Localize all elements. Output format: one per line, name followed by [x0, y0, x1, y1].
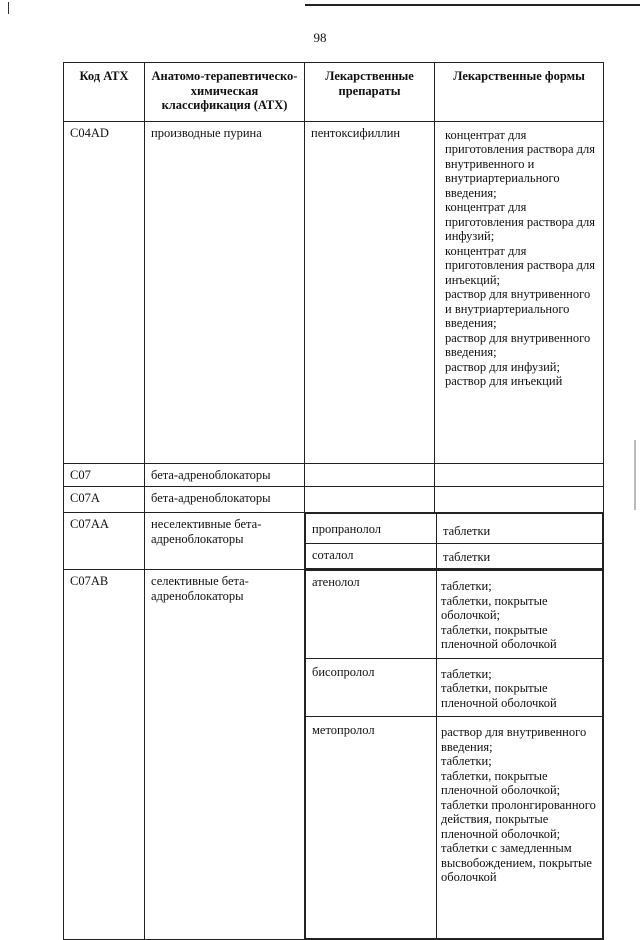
- classification: селективные бета-адреноблокаторы: [151, 574, 249, 603]
- header-atx-code: Код АТХ: [64, 63, 145, 122]
- atx-code: C07A: [70, 491, 100, 505]
- header-drugs: Лекарственные препараты: [305, 63, 435, 122]
- drugs-subtable: [305, 513, 603, 569]
- form-item: таблетки: [443, 549, 491, 564]
- drugs-forms-cell: [305, 570, 604, 940]
- forms-list: [437, 717, 602, 891]
- form-item: таблетки, покрытые оболочкой;: [441, 593, 548, 622]
- form-item: таблетки, покрытые пленочной оболочкой: [441, 681, 557, 710]
- drug-name: пропранолол: [312, 522, 382, 536]
- classification-cell: [145, 570, 305, 940]
- atx-code-cell: [64, 463, 145, 487]
- forms-list: [437, 659, 602, 717]
- atx-code: C04AD: [70, 125, 109, 140]
- classification-cell: [145, 513, 305, 570]
- header-classification: Анатомо-терапевтическо-химическая классификация (АТХ): [145, 63, 305, 122]
- form-item: таблетки пролонгированного действия, покрытые пленочной оболочкой;: [441, 797, 596, 841]
- form-item: таблетки с замедленным высвобождением, покрытые оболочкой: [441, 841, 592, 884]
- classification: производные пурина: [151, 125, 262, 140]
- atx-code-cell: [64, 513, 145, 570]
- header-forms: Лекарственные формы: [435, 63, 604, 122]
- drug-name: метопролол: [312, 723, 375, 737]
- form-item: таблетки;: [441, 666, 492, 681]
- classification-cell: [145, 121, 305, 463]
- table-row: [64, 487, 604, 513]
- drug-cell-empty: [305, 463, 435, 487]
- form-item: концентрат для приготовления раствора для внутривенного и внутриартериального введения;: [445, 127, 595, 200]
- forms-cell: [435, 121, 604, 463]
- forms-list: [437, 571, 602, 658]
- table-header-row: [64, 63, 604, 122]
- form-item: таблетки: [443, 524, 491, 538]
- form-item: концентрат для приготовления раствора для инфузий;: [445, 200, 595, 243]
- classification: бета-адреноблокаторы: [151, 467, 271, 482]
- page-number: 98: [313, 30, 327, 45]
- form-item: раствор для инъекций: [445, 374, 563, 388]
- form-item: раствор для инфузий;: [445, 359, 560, 374]
- classification: бета-адреноблокаторы: [151, 491, 271, 505]
- table-row: [64, 121, 604, 463]
- forms-cell-empty: [435, 463, 604, 487]
- drug-row: [306, 571, 603, 659]
- form-item: концентрат для приготовления раствора для инъекций;: [445, 243, 595, 287]
- classification: неселективные бета-адреноблокаторы: [151, 517, 262, 546]
- table-row: [64, 513, 604, 570]
- scan-artifact-right: [634, 440, 636, 510]
- forms-cell-empty: [435, 487, 604, 513]
- drug-row: [306, 514, 603, 544]
- drug-cell: [305, 121, 435, 463]
- form-item: раствор для внутривенного введения;: [441, 725, 587, 754]
- classification-cell: [145, 463, 305, 487]
- atx-code-cell: [64, 570, 145, 940]
- drug-row: [306, 658, 603, 717]
- form-item: таблетки;: [441, 579, 492, 593]
- form-item: раствор для внутривенного введения;: [445, 330, 591, 359]
- atx-code-cell: [64, 487, 145, 513]
- drug-cell-empty: [305, 487, 435, 513]
- atx-code: C07AB: [70, 574, 109, 588]
- form-item: таблетки, покрытые пленочной оболочкой: [441, 622, 557, 651]
- form-item: раствор для внутривенного и внутриартериального введения;: [445, 287, 591, 330]
- drug-name: пентоксифиллин: [311, 125, 401, 140]
- drug-name: атенолол: [312, 575, 360, 589]
- scan-artifact-left: [8, 2, 9, 14]
- atx-table: [63, 62, 604, 940]
- drug-name: соталол: [312, 547, 354, 562]
- forms-list: [435, 122, 603, 395]
- drugs-subtable: [305, 570, 603, 939]
- drug-name: бисопролол: [312, 664, 375, 679]
- table-row: [64, 570, 604, 940]
- atx-code: C07AA: [70, 517, 109, 531]
- classification-cell: [145, 487, 305, 513]
- atx-code-cell: [64, 121, 145, 463]
- atx-code: C07: [70, 467, 91, 482]
- drug-row: [306, 543, 603, 569]
- scan-artifact-top-line: [305, 4, 640, 6]
- table-row: [64, 463, 604, 487]
- form-item: таблетки, покрытые пленочной оболочкой;: [441, 768, 561, 797]
- drug-row: [306, 717, 603, 939]
- form-item: таблетки;: [441, 754, 492, 768]
- drugs-forms-cell: [305, 513, 604, 570]
